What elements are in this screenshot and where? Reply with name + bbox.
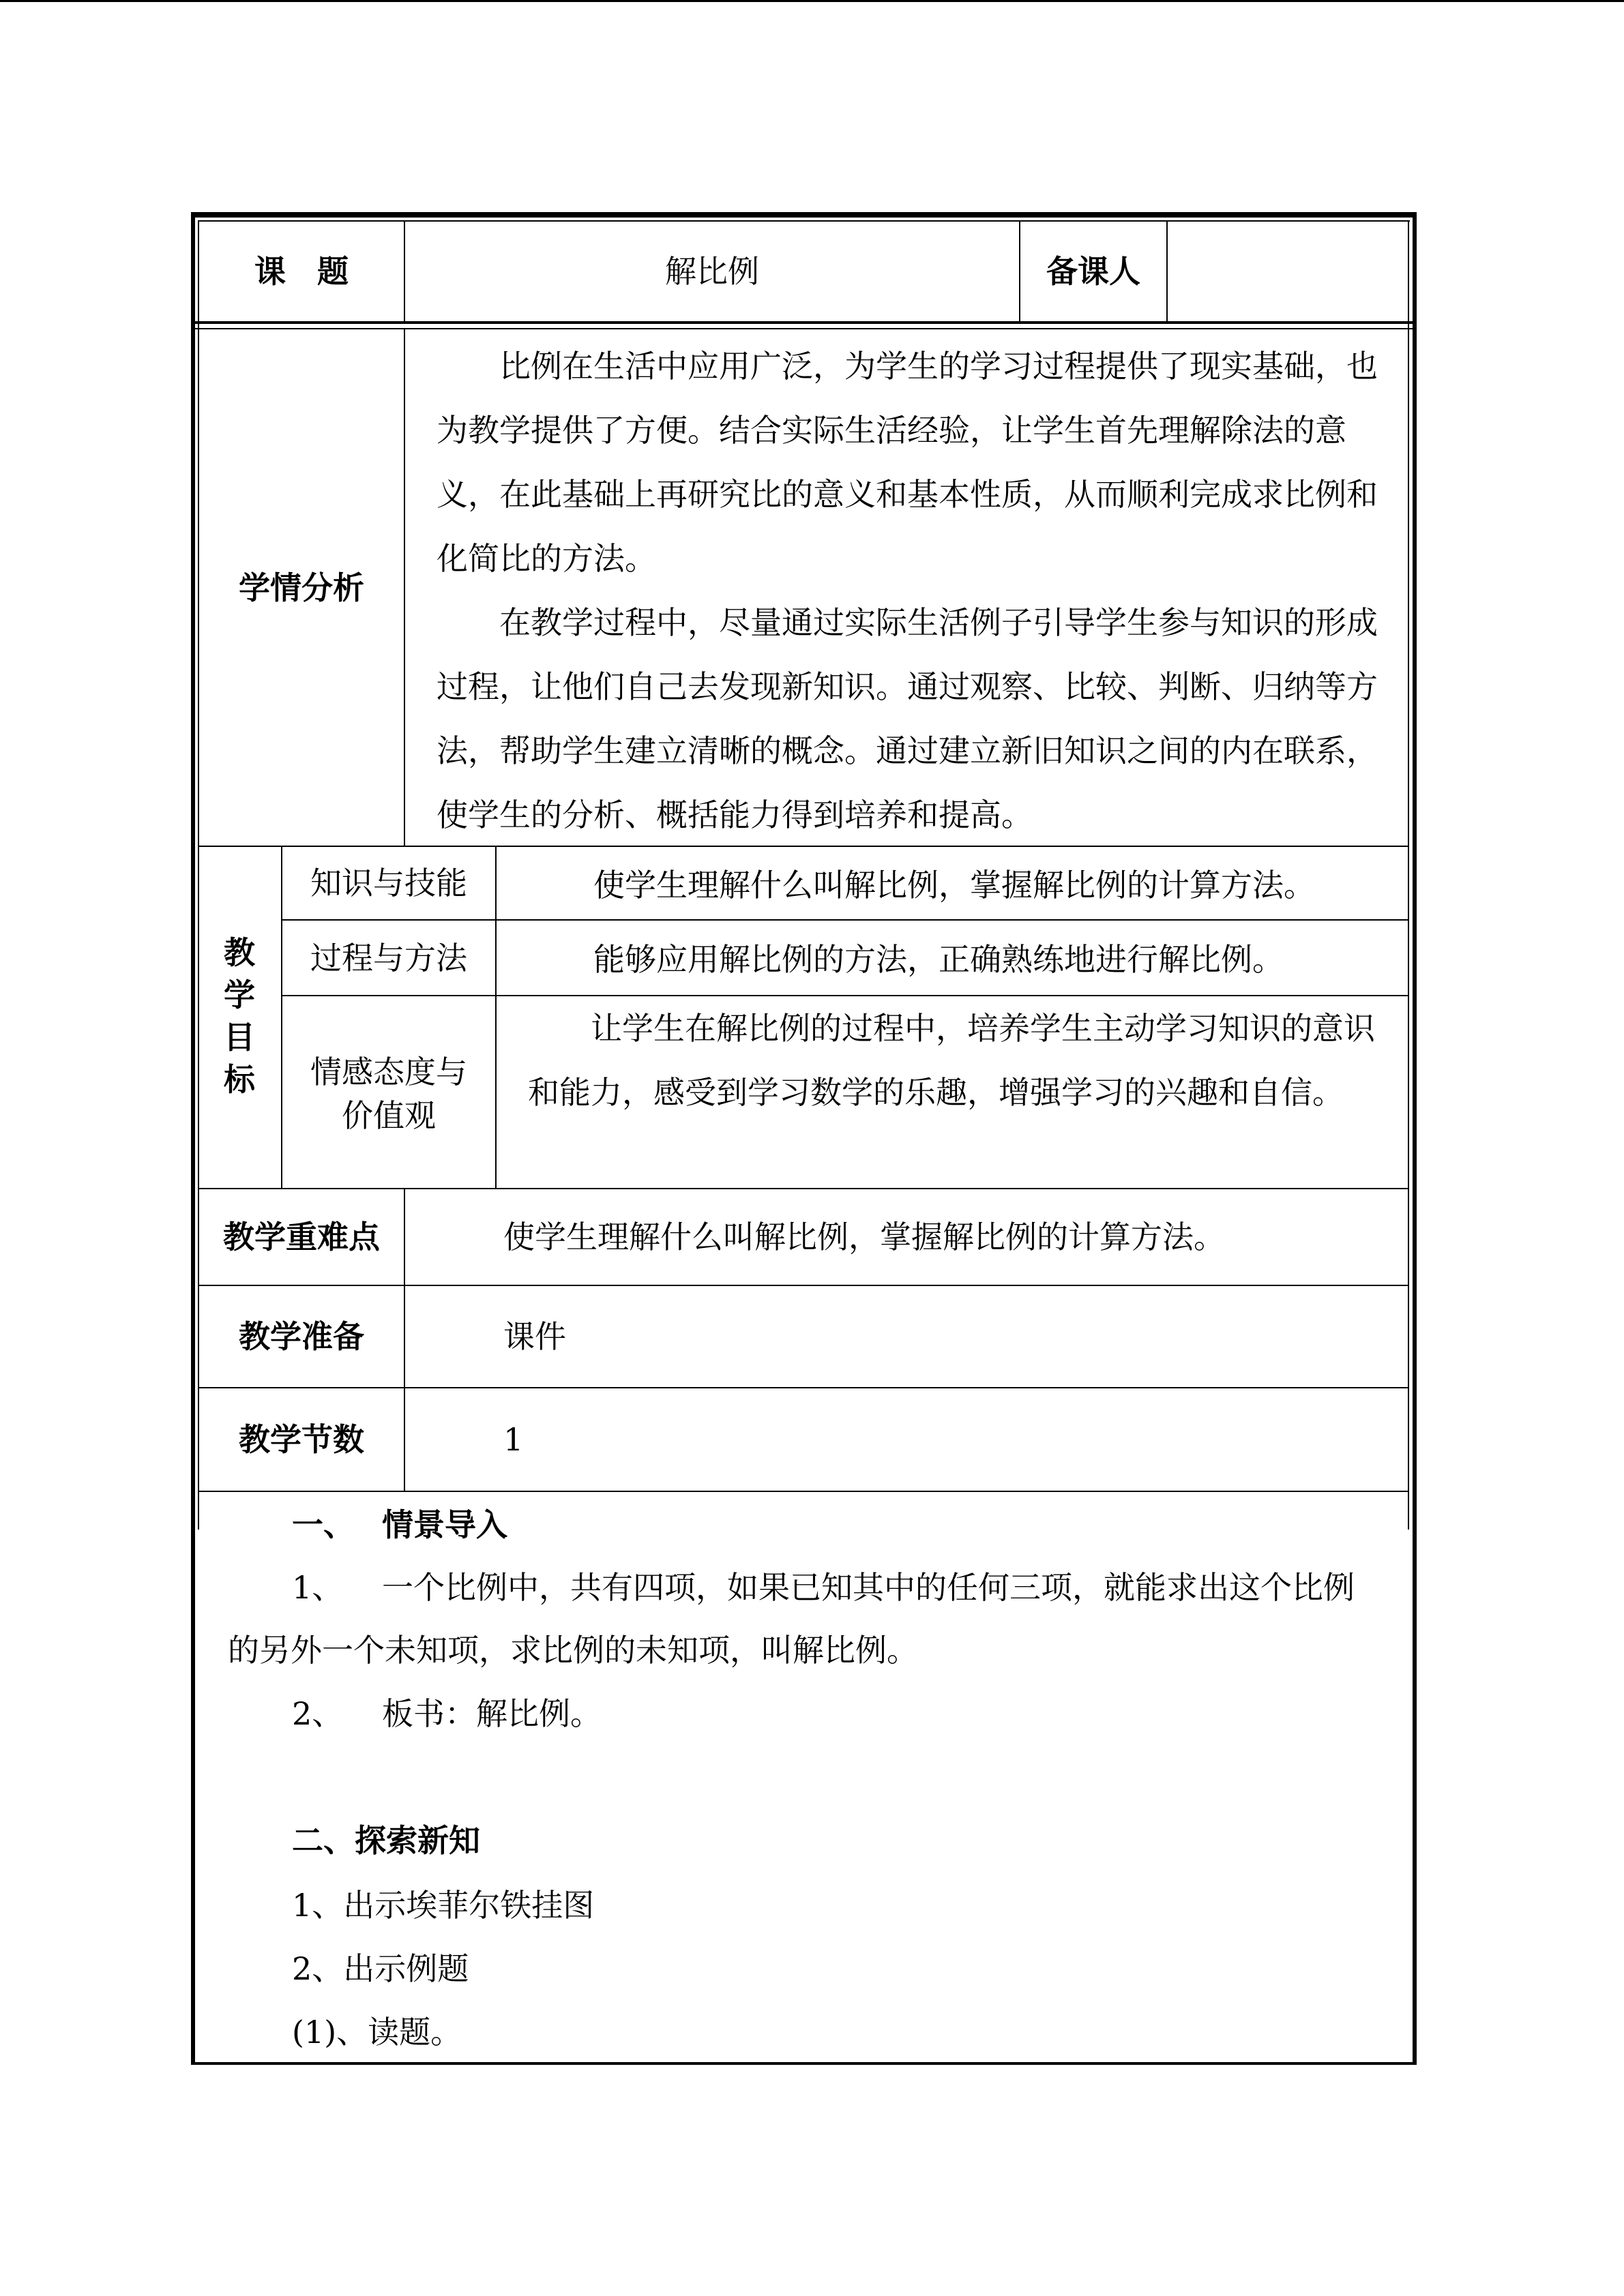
objectives-label	[224, 931, 255, 1101]
sessions-value: 1	[503, 1421, 524, 1458]
objectives-label-char-4: 标	[224, 1061, 255, 1098]
item2-text: 板书：解比例。	[382, 1695, 602, 1732]
item1-text-line-2: 的另外一个未知项，求比例的未知项，叫解比例。	[228, 1632, 918, 1669]
analysis-label: 学情分析	[239, 569, 364, 606]
step-3: (1)、读题。	[292, 2014, 462, 2051]
key-points-value: 使学生理解什么叫解比例，掌握解比例的计算方法。	[503, 1219, 1225, 1255]
section2-title: 二、探索新知	[292, 1822, 480, 1859]
analysis-paragraph-1: 比例在生活中应用广泛，为学生的学习过程提供了现实基础，也为教学提供了方便。结合实际生活经验，让学生首先理解除法的意义，在此基础上再研究比的意义和基本性质，从而顺利完成求比例和化简比的方法。	[437, 348, 1378, 577]
item2-number: 2、	[292, 1695, 344, 1732]
lower-label-divider	[404, 1188, 405, 1390]
analysis-divider	[404, 329, 405, 846]
objective-content-attitude-block	[528, 996, 1391, 1124]
preparation-value: 课件	[503, 1318, 566, 1355]
topic-value: 解比例	[665, 253, 759, 290]
sessions-label: 教学节数	[239, 1421, 364, 1458]
step-2: 2、出示例题	[292, 1950, 469, 1987]
inner-right-line	[1408, 220, 1409, 1530]
analysis-text	[437, 334, 1389, 847]
objective-content-attitude: 让学生在解比例的过程中，培养学生主动学习知识的意识和能力，感受到学习数学的乐趣，增强学习的兴趣和自信。	[528, 1010, 1375, 1111]
section1-number: 一、	[292, 1506, 355, 1543]
objectives-label-char-2: 学	[224, 976, 255, 1013]
objective-category-process: 过程与方法	[310, 939, 467, 976]
analysis-paragraph-2: 在教学过程中，尽量通过实际生活例子引导学生参与知识的形成过程，让他们自己去发现新知识。通过观察、比较、判断、归纳等方法，帮助学生建立清晰的概念。通过建立新旧知识之间的内在联系，使学生的分析、概括能力得到培养和提高。	[437, 604, 1378, 833]
objective-category-knowledge: 知识与技能	[310, 865, 467, 901]
topic-label: 课 题	[254, 253, 349, 290]
objective-category-attitude-line-1: 情感态度与	[310, 1054, 467, 1090]
sessions-divider	[404, 1387, 405, 1491]
objective-category-attitude-line-2: 价值观	[342, 1097, 436, 1134]
section1-title: 情景导入	[382, 1506, 507, 1543]
step-1: 1、出示埃菲尔铁挂图	[292, 1887, 595, 1924]
sessions-bottom-line	[198, 1491, 1409, 1492]
key-points-label: 教学重难点	[223, 1219, 380, 1255]
objective-content-process: 能够应用解比例的方法，正确熟练地进行解比例。	[593, 941, 1284, 978]
item1-text-line-1: 一个比例中，共有四项，如果已知其中的任何三项，就能求出这个比例	[382, 1569, 1355, 1606]
preparer-value	[1168, 222, 1408, 321]
preparation-label: 教学准备	[239, 1318, 364, 1355]
objectives-divider-2	[495, 846, 497, 1188]
process-bottom-line	[195, 2062, 1413, 2063]
objectives-label-char-3: 目	[224, 1019, 255, 1056]
objective-category-attitude	[282, 1050, 495, 1137]
preparer-label: 备课人	[1046, 253, 1140, 290]
objective-content-knowledge: 使学生理解什么叫解比例，掌握解比例的计算方法。	[593, 867, 1315, 904]
header-bottom-line	[195, 321, 1413, 324]
page-top-rule	[0, 0, 1624, 2]
item1-number: 1、	[292, 1569, 344, 1606]
objectives-label-char-1: 教	[224, 934, 255, 971]
